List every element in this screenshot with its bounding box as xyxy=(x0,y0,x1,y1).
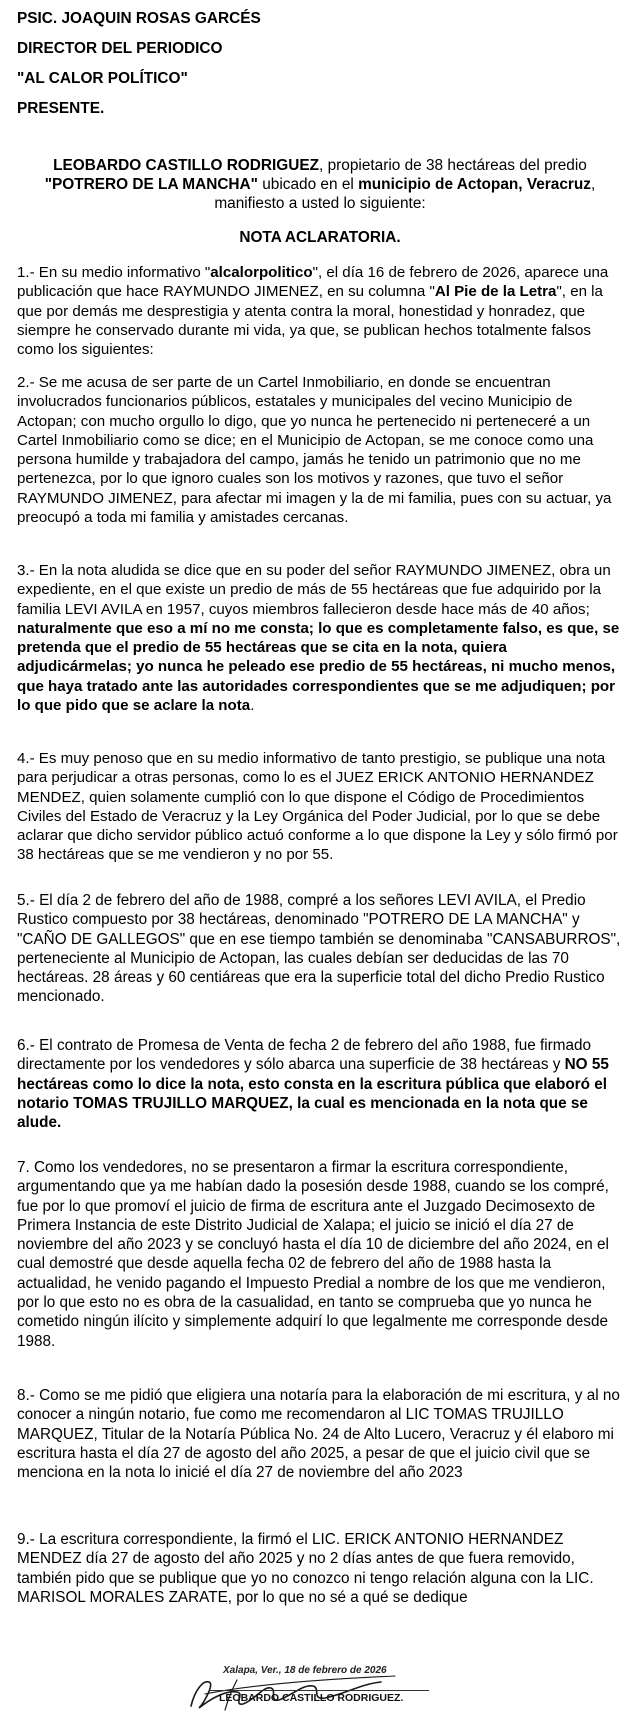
p1-bold: alcalorpolitico xyxy=(210,264,313,281)
paragraph-2 xyxy=(17,373,625,527)
intro-text: ubicado en el xyxy=(257,176,359,193)
signature-block xyxy=(185,1660,485,1716)
municipality-name: municipio de Actopan, Veracruz xyxy=(358,176,591,193)
signature-line xyxy=(209,1690,429,1691)
p1-text: 1.- En su medio informativo " xyxy=(17,264,211,281)
p5-text: 5.- El día 2 de febrero del año de 1988, compré a los señores LEVI AVILA, el Predio Rustico compuesto por 38 hectáreas, denominado "POTRERO DE LA MANCHA" y "CAÑO DE GALLEGOS" que en ese tiempo también se denominaba "CANSABURROS", perteneciente al Municipio de Actopan, las cuales debían ser deducidas de las 70 hectáreas. 28 áreas y 60 centiáreas que era la superficie total del dicho Predio Rustico mencionado. xyxy=(17,892,621,1006)
heading-dot: . xyxy=(396,229,401,246)
paragraph-7 xyxy=(17,1158,625,1351)
addressee-block xyxy=(17,4,261,124)
property-name: "POTRERO DE LA MANCHA" xyxy=(44,176,258,193)
p6-bold: NO 55 hectáreas como lo dice la nota, esto consta en la escritura pública que elaboró el notario TOMAS TRUJILLO MARQUEZ, la cual es mencionada en la nota que se alude. xyxy=(17,1056,609,1132)
signature-place-date: Xalapa, Ver., 18 de febrero de 2026 xyxy=(223,1665,387,1676)
p2-text: 2.- Se me acusa de ser parte de un Cartel Inmobiliario, en donde se encuentran involucrados funcionarios públicos, estatales y municipales del vecino Municipio de Actopan; con mucho orgullo lo digo, que yo nunca he pertenecido ni perteneceré a un Cartel Inmobiliario como se dice; en el Municipio de Actopan, se me conoce como una persona humilde y trabajadora del campo, jamás he tenido un patrimonio que no me pertenezca, por lo que ignoro cuales son los motivos y razones, que tuvo el señor RAYMUNDO JIMENEZ, para afectar mi imagen y la de mi familia, pues con su actuar, ya preocupó a toda mi familia y amistades cercanas. xyxy=(17,374,612,527)
p8-text: 8.- Como se me pidió que eligiera una notaría para la elaboración de mi escritura, y al no conocer a ningún notario, fue como me recomendaron al LIC TOMAS TRUJILLO MARQUEZ, Titular de la Notaría Pública No. 24 de Alto Lucero, Veracruz y él elaboro mi escritura hasta el día 27 de agosto del año 2025, a pesar de que el juicio civil que se menciona en la nota lo inicié el día 27 de noviembre del año 2023 xyxy=(17,1387,620,1482)
sender-name: LEOBARDO CASTILLO RODRIGUEZ xyxy=(53,157,320,174)
p1-text: ", en la que por demás me desprestigia y atenta contra la moral, honestidad y honradez, que siempre he conservado durante mi vida, ya que, se publican hechos totalmente falsos como los siguientes: xyxy=(17,283,603,359)
paragraph-4 xyxy=(17,749,625,865)
intro-paragraph xyxy=(14,156,626,213)
intro-text: , propietario de 38 hectáreas del predio xyxy=(319,157,587,174)
document-heading xyxy=(0,228,640,247)
paragraph-3 xyxy=(17,561,625,715)
heading-text: NOTA ACLARATORIA xyxy=(239,229,397,246)
p3-text: . xyxy=(250,697,255,715)
paragraph-8 xyxy=(17,1386,625,1482)
signature-name: LEOBARDO CASTILLO RODRIGUEZ. xyxy=(219,1692,404,1704)
p7-text: 7. Como los vendedores, no se presentaron a firmar la escritura correspondiente, argumentando que ya me habían dado la posesión desde 1988, cuando se los compré, fue por lo que promoví el juicio de firma de escritura ante el Juzgado Decimosexto de Primera Instancia de este Distrito Judicial de Xalapa; el juicio se inició el día 27 de noviembre del año 2023 y se concluyó hasta el día 10 de diciembre del año 2024, en el cual demostré que desde aquella fecha 02 de febrero del año de 1988 hasta la actualidad, he venido pagando el Impuesto Predial a nombre de los que me vendieron, por lo que esto no es obra de la casualidad, en tanto se comprueba que yo nunca he cometido ningún ilícito y simplemente adquirí lo que legalmente me corresponde desde 1988. xyxy=(17,1159,609,1350)
p3-bold: naturalmente que eso a mí no me consta; lo que es completamente falso, es que, se pretenda que el predio de 55 hectáreas que se cita en la nota, quiera adjudicármelas; yo nunca he peleado ese predio de 55 hectáreas, ni mucho menos, que haya tratado ante las autoridades correspondientes que se me adjudiquen; por lo que pido que se aclare la nota xyxy=(17,619,620,715)
addressee-newspaper: "AL CALOR POLÍTICO" xyxy=(17,70,188,87)
addressee-name: PSIC. JOAQUIN ROSAS GARCÉS xyxy=(17,10,261,27)
p6-text: 6.- El contrato de Promesa de Venta de fecha 2 de febrero del año 1988, fue firmado directamente por los vendedores y sólo abarca una superficie de 38 hectáreas y xyxy=(17,1037,592,1074)
p1-bold: Al Pie de la Letra xyxy=(434,283,557,301)
intro-text: , manifiesto a usted lo siguiente: xyxy=(214,176,596,212)
paragraph-9 xyxy=(17,1530,625,1607)
addressee-greeting: PRESENTE. xyxy=(17,100,105,117)
p9-text: 9.- La escritura correspondiente, la firmó el LIC. ERICK ANTONIO HERNANDEZ MENDEZ día 27 de agosto del año 2025 y no 2 días antes de que fuera removido, también pido que se publique que yo no conozco ni tengo relación alguna con la LIC. MARISOL MORALES ZARATE, por lo que no sé a qué se dedique xyxy=(17,1531,594,1606)
p1-text: ", el día 16 de febrero de 2026, aparece una publicación que hace RAYMUNDO JIMENEZ, en su columna " xyxy=(17,264,609,301)
addressee-title: DIRECTOR DEL PERIODICO xyxy=(17,40,223,57)
paragraph-5 xyxy=(17,891,625,1007)
p4-text: 4.- Es muy penoso que en su medio informativo de tanto prestigio, se publique una nota para perjudicar a otras personas, como lo es el JUEZ ERICK ANTONIO HERNANDEZ MENDEZ, quien solamente cumplió con lo que dispone el Código de Procedimientos Civiles del Estado de Veracruz y la Ley Orgánica del Poder Judicial, por lo que se debe aclarar que dicho servidor público actuó conforme a lo que dispone la Ley y sólo firmó por 38 hectáreas que se me vendieron y no por 55. xyxy=(17,750,618,864)
paragraph-6 xyxy=(17,1036,625,1132)
p3-text: 3.- En la nota aludida se dice que en su poder del señor RAYMUNDO JIMENEZ, obra un expediente, en el que existe un predio de más de 55 hectáreas que fue adquirido por la familia LEVI AVILA en 1957, cuyos miembros fallecieron desde hace más de 40 años; xyxy=(17,562,611,618)
paragraph-1 xyxy=(17,263,625,359)
